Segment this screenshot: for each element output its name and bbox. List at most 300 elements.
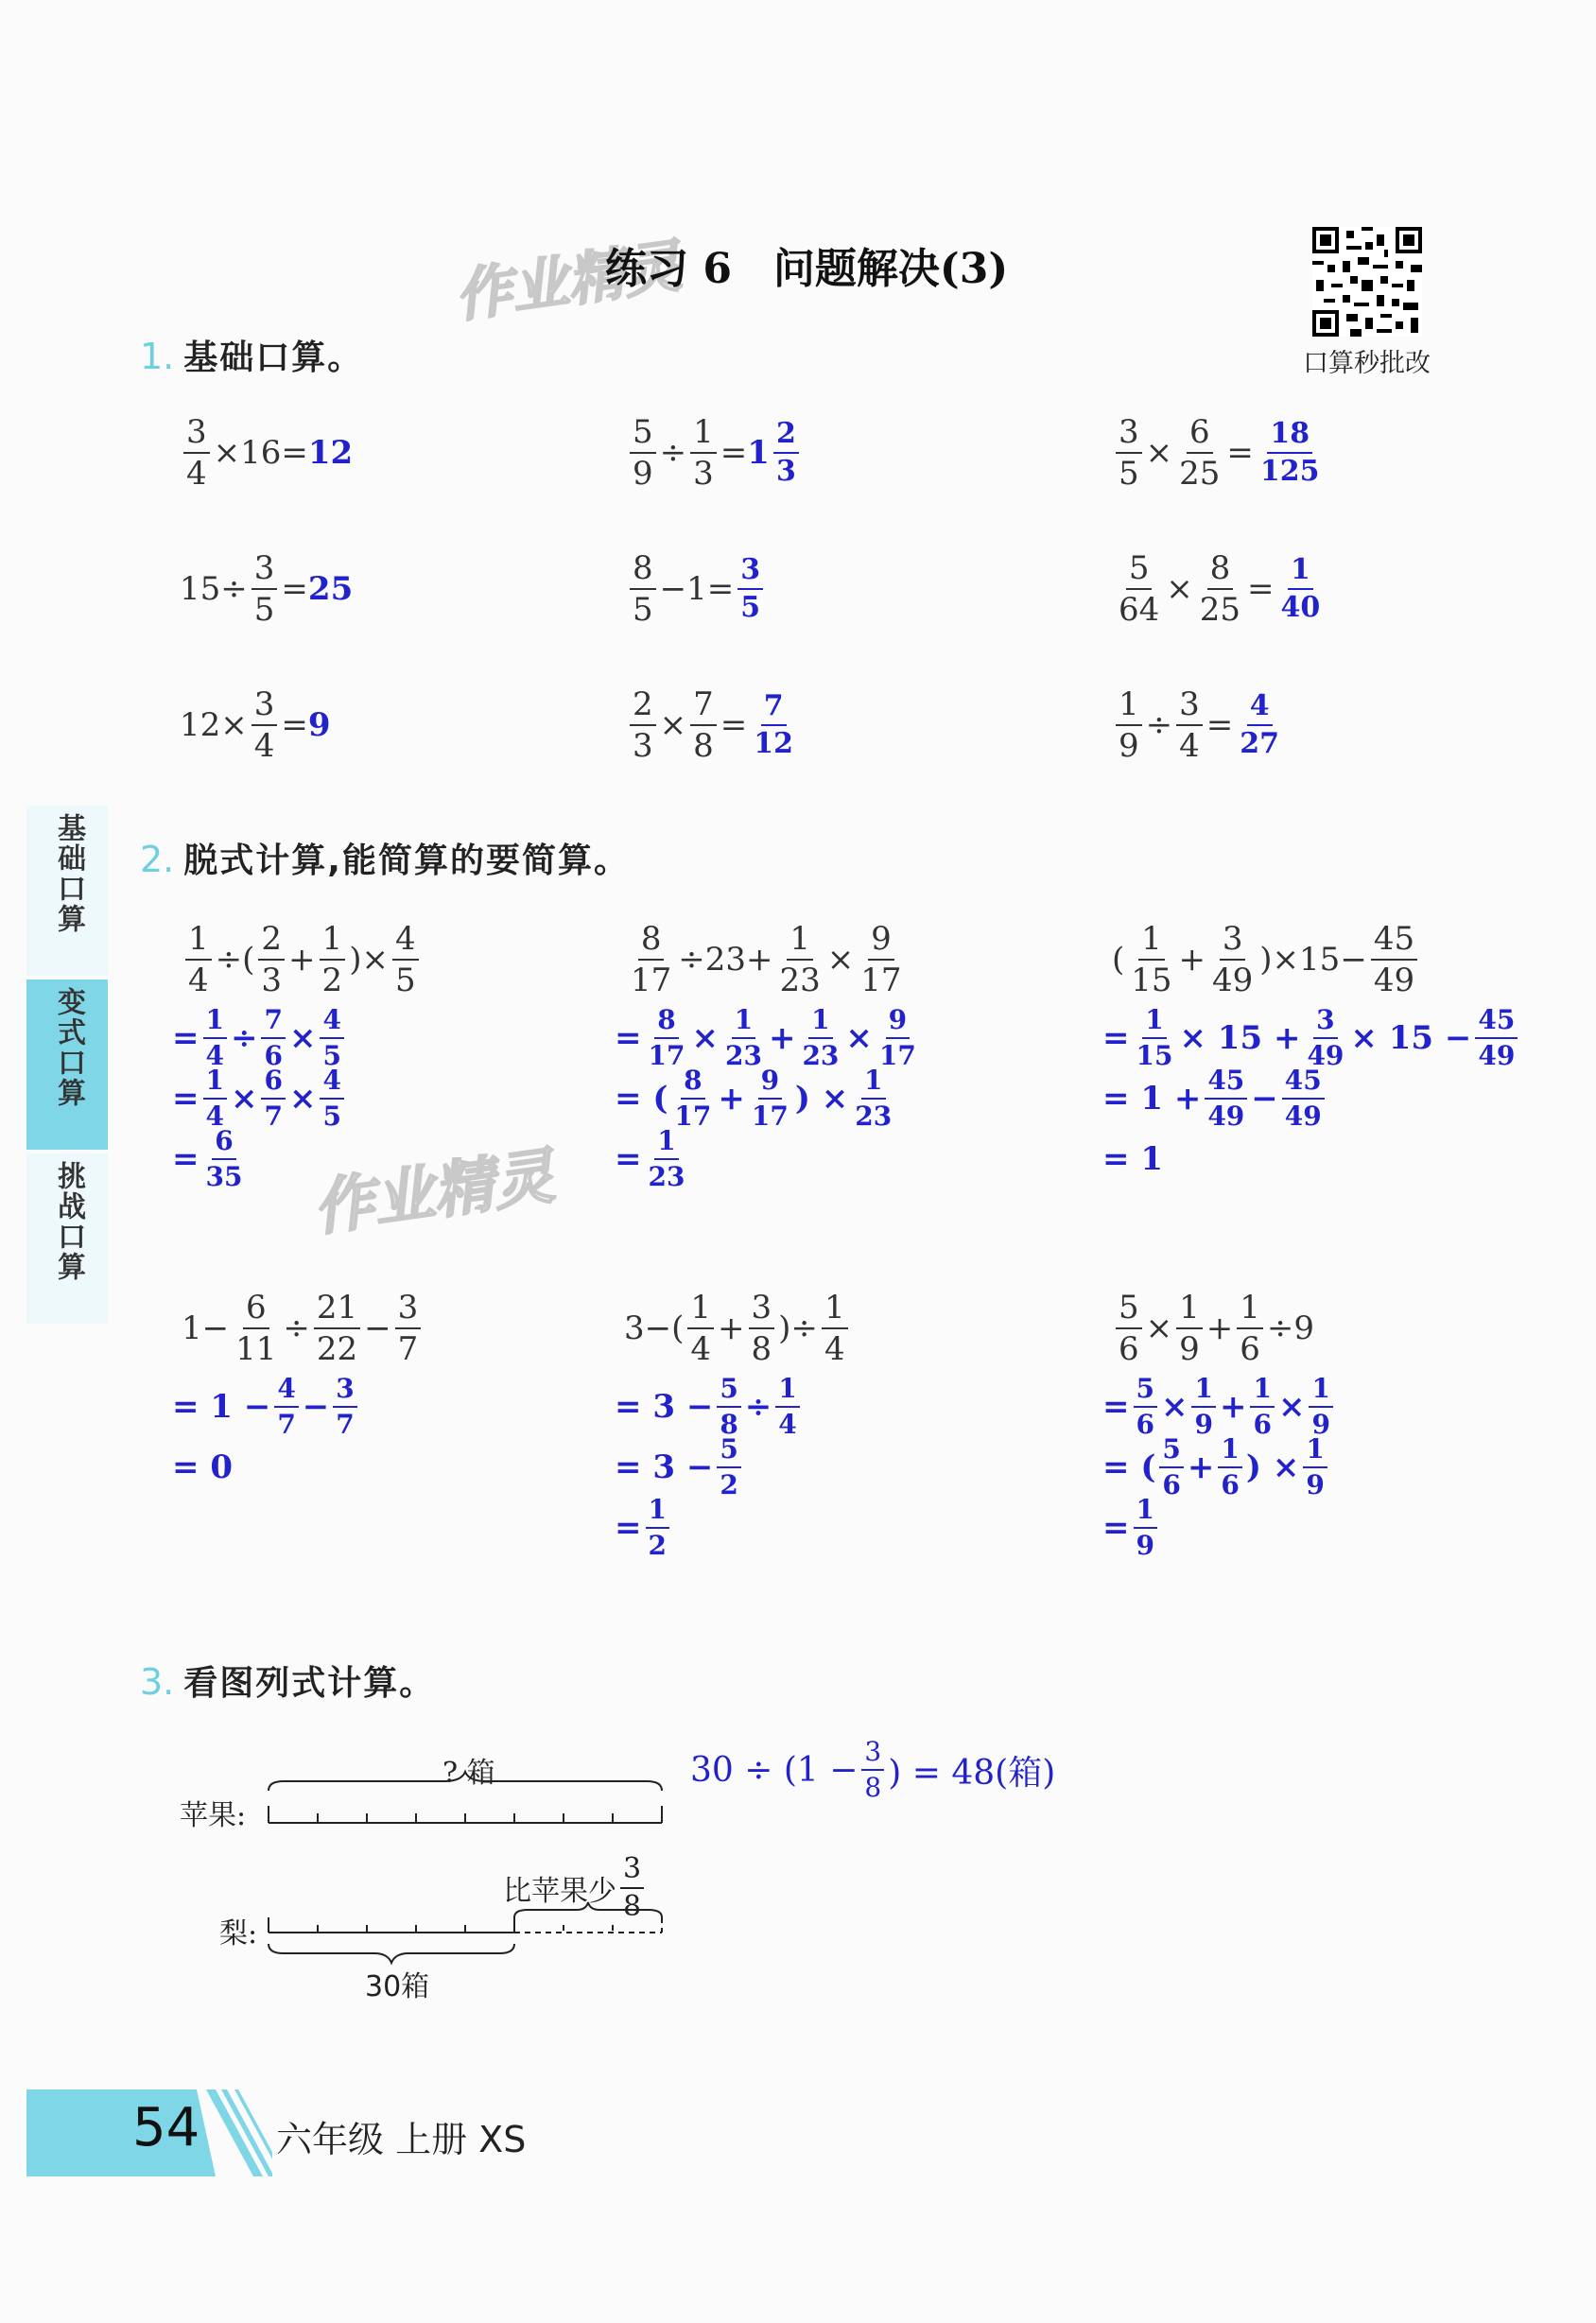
fraction-numerator: 9 <box>758 1067 782 1100</box>
question-text: = <box>1247 570 1275 608</box>
fraction-numerator: 1 <box>1309 1376 1332 1408</box>
step-text: × <box>288 1019 317 1057</box>
answer-text: 30 ÷ (1 − <box>690 1750 859 1790</box>
fraction-numerator: 1 <box>775 1376 799 1408</box>
question-fraction <box>690 413 717 493</box>
oral-problem <box>626 549 767 629</box>
calc-step <box>1102 1004 1521 1071</box>
fraction-denominator: 125 <box>1259 455 1320 488</box>
fraction-denominator: 4 <box>778 1409 797 1440</box>
question-fraction <box>630 549 656 629</box>
fraction-denominator: 15 <box>1131 962 1172 999</box>
answer <box>308 570 353 608</box>
answer-fraction <box>1237 689 1282 760</box>
question-text: + <box>1178 941 1206 979</box>
question-fraction <box>320 920 346 999</box>
calc-step <box>1102 1373 1337 1440</box>
fraction-denominator: 6 <box>264 1040 283 1071</box>
step-fraction <box>799 1004 841 1071</box>
side-tab-basic[interactable] <box>26 806 108 976</box>
fraction-denominator: 17 <box>860 962 902 999</box>
answer-text: ) = 48(箱) <box>888 1753 1056 1793</box>
fraction-denominator: 49 <box>1212 962 1254 999</box>
fraction-numerator: 1 <box>320 923 346 961</box>
side-tab-variant[interactable] <box>26 979 108 1150</box>
fraction-denominator: 8 <box>693 727 714 765</box>
pear-label: 梨: <box>219 1917 258 1950</box>
fraction-denominator: 5 <box>253 591 275 629</box>
fraction-denominator: 17 <box>878 1040 916 1071</box>
step-text: + <box>768 1019 796 1057</box>
fraction-numerator: 1 <box>1288 556 1313 590</box>
step-text: = <box>1102 1388 1130 1426</box>
fraction-denominator: 6 <box>1162 1469 1181 1500</box>
fraction-denominator: 25 <box>1199 591 1241 629</box>
section-1-heading <box>140 331 363 379</box>
fraction-denominator: 5 <box>1119 455 1139 493</box>
question-fraction <box>690 685 717 765</box>
page-number: 54 <box>132 2097 200 2158</box>
fraction-numerator: 5 <box>1116 1292 1142 1329</box>
step-fraction <box>203 1067 227 1130</box>
fraction-numerator: 3 <box>1220 923 1246 961</box>
fraction-numerator: 3 <box>252 688 278 726</box>
step-fraction <box>1250 1373 1274 1440</box>
question-text: ÷ <box>283 1309 310 1347</box>
fraction-denominator: 6 <box>1221 1469 1240 1500</box>
section-3-title: 看图列式计算。 <box>183 1664 436 1703</box>
question-fraction <box>1176 413 1223 493</box>
fraction-denominator: 7 <box>336 1409 355 1440</box>
calc-step <box>1102 1494 1161 1561</box>
step-fraction <box>203 1125 246 1192</box>
fraction-numerator: 1 <box>732 1007 755 1039</box>
fraction-numerator: 4 <box>320 1007 343 1039</box>
section-1-number: 1. <box>140 336 175 377</box>
answer-text: 12 <box>307 434 354 472</box>
step-text: + <box>1187 1448 1215 1486</box>
fraction-denominator: 9 <box>1306 1469 1325 1500</box>
question-fraction <box>858 920 904 999</box>
step-fraction <box>1282 1067 1325 1130</box>
section-3-number: 3. <box>140 1661 175 1703</box>
question-fraction <box>185 920 212 999</box>
fraction-numerator: 3 <box>861 1739 884 1771</box>
step-text: × <box>691 1019 719 1057</box>
answer-text: 25 <box>307 570 354 608</box>
calc-step <box>615 1494 673 1561</box>
fraction-numerator: 1 <box>1116 688 1142 726</box>
fraction-numerator: 2 <box>773 420 799 454</box>
calc-problem <box>624 1289 852 1368</box>
calc-step <box>615 1433 745 1500</box>
step-fraction <box>852 1067 894 1130</box>
question-text: × <box>1166 570 1193 608</box>
calc-problem <box>1112 920 1421 999</box>
step-fraction <box>646 1125 688 1192</box>
fraction-numerator: 3 <box>395 1292 422 1329</box>
question-fraction <box>1116 413 1142 493</box>
calc-step <box>1102 1129 1163 1189</box>
fraction-denominator: 9 <box>1136 1530 1154 1561</box>
fraction-numerator: 8 <box>681 1067 704 1100</box>
calc-step <box>615 1004 923 1071</box>
question-text: 1− <box>182 1309 230 1347</box>
fraction-denominator: 4 <box>1179 727 1200 765</box>
step-text: × <box>230 1080 258 1118</box>
fraction-numerator: 6 <box>1187 416 1213 454</box>
fraction-denominator: 5 <box>322 1101 341 1132</box>
qr-code[interactable] <box>1312 227 1422 337</box>
fraction-numerator: 3 <box>333 1376 356 1408</box>
section-3-answer <box>690 1736 1056 1803</box>
fraction-numerator: 45 <box>1205 1067 1247 1100</box>
step-text: − <box>1251 1080 1278 1118</box>
fraction-numerator: 1 <box>861 1067 885 1100</box>
question-text: + <box>718 1309 745 1347</box>
step-text: = <box>172 1080 200 1118</box>
fraction-denominator: 4 <box>690 1330 712 1368</box>
step-fraction <box>717 1373 740 1440</box>
fraction-numerator: 18 <box>1267 420 1312 454</box>
fraction-denominator: 17 <box>631 962 672 999</box>
fraction-numerator: 4 <box>320 1067 343 1100</box>
fraction-denominator: 3 <box>775 455 796 488</box>
fraction-numerator: 1 <box>203 1067 227 1100</box>
fraction-denominator: 23 <box>855 1101 893 1132</box>
fraction-numerator: 1 <box>822 1292 848 1329</box>
question-fraction <box>1371 920 1417 999</box>
fraction-numerator: 8 <box>638 923 665 961</box>
question-text: 12× <box>180 706 248 744</box>
calc-step <box>615 1125 691 1192</box>
fraction-numerator: 6 <box>212 1128 235 1160</box>
fraction-denominator: 4 <box>186 455 207 493</box>
fraction-denominator: 8 <box>864 1772 882 1803</box>
step-text: × <box>845 1019 873 1057</box>
answer-fraction <box>773 417 799 488</box>
question-text: = <box>1226 434 1254 472</box>
step-text: = 3 − <box>615 1448 714 1486</box>
step-fraction <box>1191 1373 1215 1440</box>
fraction-denominator: 23 <box>648 1161 685 1192</box>
step-fraction <box>775 1373 799 1440</box>
fraction-numerator: 1 <box>1176 1292 1203 1329</box>
answer-fraction <box>861 1736 884 1803</box>
step-text: + <box>718 1080 745 1118</box>
step-text: = 1 <box>1102 1140 1163 1178</box>
fraction-denominator: 8 <box>720 1409 738 1440</box>
fraction-numerator: 5 <box>717 1376 740 1408</box>
fraction-numerator: 1 <box>1134 1497 1157 1529</box>
answer <box>1254 417 1327 488</box>
step-fraction <box>261 1067 285 1130</box>
side-tab-challenge[interactable] <box>26 1153 108 1324</box>
fraction-numerator: 1 <box>690 416 717 454</box>
fraction-numerator: 3 <box>737 556 763 590</box>
fraction-numerator: 1 <box>654 1128 678 1160</box>
fraction-denominator: 3 <box>261 962 283 999</box>
step-text: × 15 + <box>1179 1019 1301 1057</box>
fraction-numerator: 1 <box>1191 1376 1215 1408</box>
fraction-denominator: 9 <box>1194 1409 1213 1440</box>
side-tab-challenge-label: 挑战口算 <box>52 1161 85 1282</box>
question-text: = <box>720 706 748 744</box>
fraction-denominator: 6 <box>1240 1330 1260 1368</box>
step-text: × 15 − <box>1350 1019 1472 1057</box>
answer <box>1275 553 1327 624</box>
question-fraction <box>628 920 674 999</box>
fraction-denominator: 17 <box>648 1040 685 1071</box>
question-fraction <box>314 1289 360 1368</box>
calc-step <box>1102 1433 1331 1500</box>
apple-bracket <box>269 1772 662 1791</box>
question-fraction <box>1237 1289 1263 1368</box>
fraction-numerator: 45 <box>1475 1007 1518 1039</box>
fraction-denominator: 49 <box>1207 1101 1245 1132</box>
step-text: = 0 <box>172 1448 233 1486</box>
question-text: = <box>720 434 748 472</box>
fraction-numerator: 1 <box>1142 1007 1166 1039</box>
fraction-denominator: 8 <box>751 1330 772 1368</box>
oral-problem <box>1112 685 1286 765</box>
fraction-numerator: 1 <box>1303 1436 1327 1468</box>
step-text: − <box>302 1388 330 1426</box>
oral-problem <box>180 413 354 493</box>
step-text: × <box>288 1080 317 1118</box>
fraction-numerator: 45 <box>1371 923 1417 961</box>
fraction-numerator: 8 <box>630 552 656 590</box>
answer <box>747 689 800 760</box>
fraction-denominator: 6 <box>1253 1409 1272 1440</box>
question-text: ÷ <box>659 434 687 472</box>
fraction-denominator: 4 <box>205 1040 224 1071</box>
fraction-numerator: 21 <box>314 1292 360 1329</box>
fraction-denominator: 6 <box>1119 1330 1139 1368</box>
less-fraction-denominator: 8 <box>623 1890 642 1923</box>
calc-problem <box>1112 1289 1315 1368</box>
question-text: = <box>281 706 308 744</box>
fraction-denominator: 3 <box>693 455 714 493</box>
fraction-denominator: 23 <box>724 1040 762 1071</box>
fraction-numerator: 3 <box>1313 1007 1337 1039</box>
fraction-numerator: 1 <box>787 923 813 961</box>
fraction-numerator: 5 <box>1134 1376 1157 1408</box>
question-text: −1= <box>659 570 735 608</box>
step-text: + <box>1219 1388 1247 1426</box>
fraction-denominator: 49 <box>1373 962 1415 999</box>
calc-step <box>615 1373 804 1440</box>
step-fraction <box>1134 1004 1176 1071</box>
question-fraction <box>630 685 656 765</box>
fraction-numerator: 3 <box>183 416 210 454</box>
calc-problem <box>624 920 909 999</box>
step-fraction <box>671 1067 714 1130</box>
question-fraction <box>749 1289 775 1368</box>
oral-problem <box>180 685 331 765</box>
question-fraction <box>822 1289 848 1368</box>
question-text: + <box>288 941 316 979</box>
step-text: ) × <box>1245 1448 1300 1486</box>
question-fraction <box>1128 920 1174 999</box>
fraction-denominator: 49 <box>1478 1040 1516 1071</box>
fraction-numerator: 4 <box>274 1376 298 1408</box>
section-2-heading <box>140 834 630 882</box>
calc-step <box>615 1065 898 1132</box>
fraction-denominator: 5 <box>394 962 416 999</box>
step-text: = <box>1102 1019 1130 1057</box>
fraction-numerator: 8 <box>654 1007 678 1039</box>
section-3-heading <box>140 1656 435 1705</box>
calc-step <box>172 1125 249 1192</box>
question-text: )×15− <box>1259 941 1367 979</box>
fraction-numerator: 3 <box>1176 688 1203 726</box>
step-text: = 1 − <box>172 1388 271 1426</box>
step-text: = <box>615 1509 642 1547</box>
step-text: = <box>615 1019 642 1057</box>
fraction-denominator: 22 <box>316 1330 358 1368</box>
fraction-numerator: 2 <box>258 923 285 961</box>
fraction-numerator: 7 <box>261 1007 285 1039</box>
answer-text: 9 <box>307 706 331 744</box>
question-fraction <box>630 413 656 493</box>
step-text: = 1 + <box>1102 1080 1202 1118</box>
answer-fraction <box>1278 553 1324 624</box>
question-fraction <box>252 685 278 765</box>
step-fraction <box>320 1004 343 1071</box>
fraction-denominator: 5 <box>322 1040 341 1071</box>
fraction-numerator: 2 <box>630 688 656 726</box>
fraction-denominator: 64 <box>1119 591 1160 629</box>
answer-fraction <box>1258 417 1323 488</box>
less-label: 比苹果少 <box>503 1875 616 1908</box>
fraction-numerator: 1 <box>1138 923 1165 961</box>
question-fraction <box>258 920 285 999</box>
fraction-denominator: 4 <box>205 1101 224 1132</box>
pear-bar <box>269 1917 514 1933</box>
step-text: × <box>1160 1388 1188 1426</box>
fraction-numerator: 9 <box>886 1007 910 1039</box>
fraction-denominator: 15 <box>1136 1040 1173 1071</box>
fraction-denominator: 2 <box>321 962 343 999</box>
fraction-denominator: 7 <box>397 1330 419 1368</box>
fraction-denominator: 9 <box>633 455 653 493</box>
fraction-denominator: 5 <box>633 591 653 629</box>
step-text: = 3 − <box>615 1388 714 1426</box>
question-text: − <box>364 1309 391 1347</box>
fraction-numerator: 1 <box>1250 1376 1274 1408</box>
question-text: 3−( <box>624 1309 685 1347</box>
answer <box>1233 689 1286 760</box>
question-text: + <box>1206 1309 1234 1347</box>
step-fraction <box>274 1373 298 1440</box>
step-fraction <box>749 1067 791 1130</box>
fraction-numerator: 7 <box>761 692 787 726</box>
question-fraction <box>183 413 210 493</box>
fraction-numerator: 5 <box>630 416 656 454</box>
apple-bar <box>269 1806 662 1823</box>
question-text: = <box>281 570 308 608</box>
calc-step <box>1102 1065 1328 1132</box>
fraction-numerator: 4 <box>392 923 419 961</box>
question-text: 15÷ <box>180 570 248 608</box>
step-fraction <box>1159 1433 1183 1500</box>
total-question-label: ? 箱 <box>442 1757 495 1790</box>
oral-problem <box>1112 413 1327 493</box>
fraction-denominator: 49 <box>1307 1040 1344 1071</box>
step-fraction <box>717 1433 740 1500</box>
question-fraction <box>252 549 278 629</box>
fraction-denominator: 23 <box>779 962 821 999</box>
calc-problem <box>182 1289 425 1368</box>
step-fraction <box>261 1004 285 1071</box>
step-fraction <box>1475 1004 1518 1071</box>
fraction-denominator: 35 <box>205 1161 243 1192</box>
side-tab-variant-label: 变式口算 <box>52 987 85 1108</box>
pear-bracket <box>269 1944 514 1963</box>
fraction-numerator: 1 <box>687 1292 714 1329</box>
fraction-denominator: 17 <box>751 1101 789 1132</box>
question-text: ÷( <box>215 941 255 979</box>
fraction-numerator: 7 <box>690 688 717 726</box>
question-fraction <box>1176 1289 1203 1368</box>
step-text: = <box>172 1019 200 1057</box>
answer <box>308 706 331 744</box>
fraction-numerator: 9 <box>868 923 894 961</box>
oral-problem <box>626 413 803 493</box>
step-text: × <box>1277 1388 1306 1426</box>
section-2-number: 2. <box>140 839 175 880</box>
step-fraction <box>722 1004 765 1071</box>
calc-problem <box>182 920 423 999</box>
watermark: 作业精灵 <box>450 233 685 331</box>
fraction-numerator: 6 <box>243 1292 269 1329</box>
oral-problem <box>626 685 800 765</box>
question-fraction <box>687 1289 714 1368</box>
fraction-numerator: 1 <box>185 923 212 961</box>
question-text: ÷ <box>1145 706 1173 744</box>
answer-fraction <box>737 553 763 624</box>
question-text: × <box>826 941 855 979</box>
oral-problem <box>1112 549 1327 629</box>
watermark-2: 作业精灵 <box>308 1141 559 1245</box>
answer-fraction <box>751 689 796 760</box>
question-text: ÷23+ <box>678 941 773 979</box>
fraction-numerator: 5 <box>717 1436 740 1468</box>
fraction-numerator: 1 <box>808 1007 832 1039</box>
question-fraction <box>1116 549 1162 629</box>
question-text: ×16= <box>213 434 308 472</box>
fraction-numerator: 1 <box>646 1497 669 1529</box>
question-fraction <box>1116 685 1142 765</box>
step-text: = <box>615 1140 642 1178</box>
question-text: )× <box>349 941 389 979</box>
fraction-denominator: 11 <box>235 1330 277 1368</box>
fraction-denominator: 9 <box>1311 1409 1330 1440</box>
question-text: ÷9 <box>1266 1309 1315 1347</box>
question-fraction <box>1176 685 1203 765</box>
fraction-numerator: 1 <box>203 1007 227 1039</box>
question-text: × <box>1145 1309 1173 1347</box>
step-fraction <box>1304 1004 1346 1071</box>
fraction-numerator: 8 <box>1207 552 1234 590</box>
step-text: ÷ <box>744 1388 772 1426</box>
side-tab-basic-label: 基础口算 <box>52 813 85 934</box>
fraction-denominator: 4 <box>253 727 275 765</box>
apple-label: 苹果: <box>180 1799 247 1832</box>
fraction-denominator: 6 <box>1136 1409 1154 1440</box>
fraction-numerator: 1 <box>1218 1436 1241 1468</box>
